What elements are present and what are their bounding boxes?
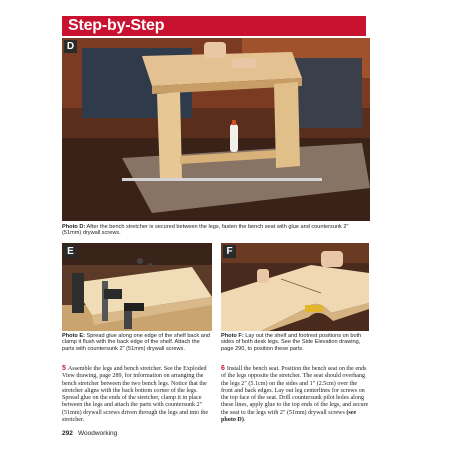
photo-d-label: D <box>64 40 77 53</box>
section-name: Woodworking <box>78 430 118 437</box>
photo-d <box>62 38 370 221</box>
photo-f-illustration <box>221 243 369 331</box>
page-number: 292 <box>62 430 73 437</box>
step-5-number: 5 <box>62 365 66 372</box>
step-6 <box>221 365 369 424</box>
step-5-text: Assemble the legs and bench stretcher. See the Exploded View drawing, page 289, for information on arranging the bench stretcher between the two bench legs. Notice that the stretcher aligns with the back bottom corner of the legs. Spread glue on the ends of the stretcher, clamp it in place between the legs and attach the parts with countersunk 2" (51mm) drywall screws driven through the legs and into the stretcher. <box>62 366 209 424</box>
photo-f-caption-text: Lay out the shelf and footrest positions on both sides of both desk legs. See the Side Elevation drawing, page 290, to position these parts. <box>221 333 362 352</box>
photo-f-caption-lead: Photo F: <box>221 333 244 339</box>
step-6-number: 6 <box>221 365 225 372</box>
photo-e-label: E <box>64 245 77 258</box>
photo-f-label: F <box>223 245 236 258</box>
photo-d-illustration <box>62 38 370 221</box>
step-5 <box>62 365 212 424</box>
step-6-photo-reference: (see photo D) <box>221 409 357 424</box>
photo-d-caption-lead: Photo D: <box>62 224 86 230</box>
photo-e <box>62 243 212 331</box>
photo-f <box>221 243 369 331</box>
photo-d-caption <box>62 224 367 237</box>
step-6-text-end: . <box>243 417 246 424</box>
photo-e-caption <box>62 333 212 352</box>
photo-e-illustration <box>62 243 212 331</box>
photo-f-caption <box>221 333 369 352</box>
photo-e-caption-text: Spread glue along one edge of the shelf back and clamp it flush with the back edge of the shelf. Attach the parts with countersunk 2" (51mm) drywall screws. <box>62 333 211 352</box>
page-title: Step-by-Step <box>68 17 165 34</box>
step-6-text: Install the bench seat. Position the bench seat on the ends of the legs opposite the stretcher. The seat should overhang the legs 2" (5.1cm) on the sides and 1" (2.5cm) over the front and back edges. Lay out leg centerlines for screws on the top face of the seat. Drill countersunk pilot holes along these lines, apply glue to the top ends of the legs, and secure the seat to the legs with 2" (51mm) drywall screws <box>221 366 369 416</box>
photo-d-caption-text: After the bench stretcher is secured between the legs, fasten the bench seat with glue and countersunk 2" (51mm) drywall screws. <box>62 224 349 237</box>
photo-e-caption-lead: Photo E: <box>62 333 85 339</box>
